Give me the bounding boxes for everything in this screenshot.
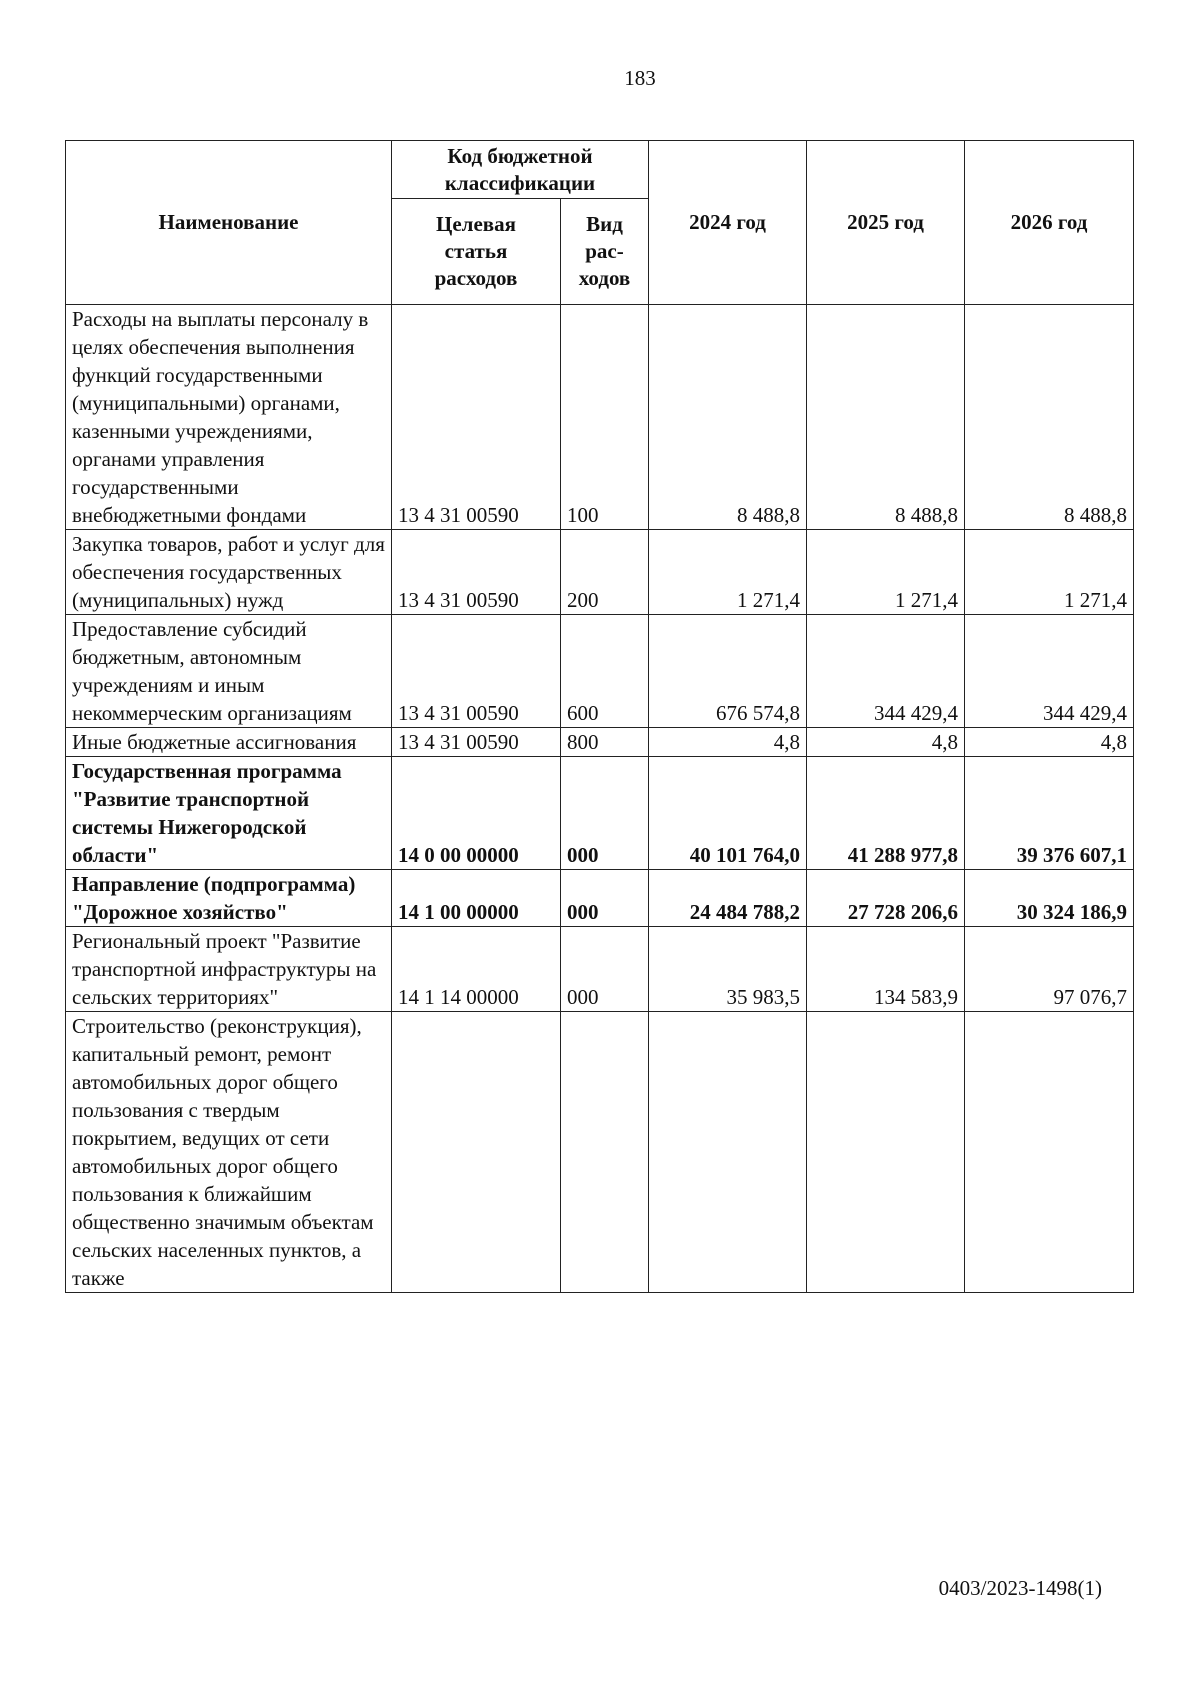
row-code: 13 4 31 00590 [392,728,561,757]
row-2025: 8 488,8 [807,305,965,530]
row-2025: 41 288 977,8 [807,757,965,870]
row-code: 14 1 00 00000 [392,870,561,927]
row-2024: 24 484 788,2 [649,870,807,927]
row-code [392,1012,561,1293]
row-2025: 1 271,4 [807,530,965,615]
row-2024: 35 983,5 [649,927,807,1012]
row-2024: 4,8 [649,728,807,757]
row-2026: 97 076,7 [965,927,1134,1012]
header-name: Наименование [66,141,392,305]
header-2025: 2025 год [807,141,965,305]
row-name: Строительство (реконструкция), капитальный ремонт, ремонт автомобильных дорог общего пользования с твердым покрытием, ведущих от сети автомобильных дорог общего пользования к ближайшим общественно значимым объектам сельских населенных пунктов, а также [66,1012,392,1293]
row-name: Иные бюджетные ассигнования [66,728,392,757]
row-code: 13 4 31 00590 [392,305,561,530]
row-expense-type: 600 [561,615,649,728]
table-row [66,757,1134,870]
row-2025: 134 583,9 [807,927,965,1012]
row-2026 [965,1012,1134,1293]
row-expense-type: 200 [561,530,649,615]
row-2024 [649,1012,807,1293]
row-code: 13 4 31 00590 [392,530,561,615]
row-code: 13 4 31 00590 [392,615,561,728]
table-row [66,728,1134,757]
table-row [66,530,1134,615]
header-expense-type: Вид рас-ходов [561,199,649,305]
row-expense-type: 800 [561,728,649,757]
row-expense-type: 000 [561,757,649,870]
row-name: Расходы на выплаты персоналу в целях обеспечения выполнения функций государственными (муниципальными) органами, казенными учреждениями, органами управления государственными внебюджетными фондами [66,305,392,530]
row-code: 14 1 14 00000 [392,927,561,1012]
row-2025: 27 728 206,6 [807,870,965,927]
row-code: 14 0 00 00000 [392,757,561,870]
row-2024: 676 574,8 [649,615,807,728]
row-name: Закупка товаров, работ и услуг для обеспечения государственных (муниципальных) нужд [66,530,392,615]
row-name: Предоставление субсидий бюджетным, автономным учреждениям и иным некоммерческим организациям [66,615,392,728]
row-2026: 30 324 186,9 [965,870,1134,927]
page-number: 183 [624,66,656,90]
row-2026: 1 271,4 [965,530,1134,615]
table-row [66,615,1134,728]
row-2024: 1 271,4 [649,530,807,615]
table-row [66,870,1134,927]
row-name: Государственная программа "Развитие транспортной системы Нижегородской области" [66,757,392,870]
row-2026: 344 429,4 [965,615,1134,728]
table-row [66,305,1134,530]
header-2024: 2024 год [649,141,807,305]
row-2026: 39 376 607,1 [965,757,1134,870]
row-2024: 8 488,8 [649,305,807,530]
header-code-group: Код бюджетной классификации [392,141,649,199]
header-2026: 2026 год [965,141,1134,305]
row-expense-type: 000 [561,870,649,927]
row-2026: 8 488,8 [965,305,1134,530]
header-target-article: Целевая статья расходов [392,199,561,305]
row-2025: 4,8 [807,728,965,757]
table-row [66,927,1134,1012]
row-expense-type: 100 [561,305,649,530]
document-code: 0403/2023-1498(1) [938,1576,1102,1600]
row-expense-type: 000 [561,927,649,1012]
row-2025 [807,1012,965,1293]
row-name: Региональный проект "Развитие транспортной инфраструктуры на сельских территориях" [66,927,392,1012]
table-row [66,1012,1134,1293]
row-2024: 40 101 764,0 [649,757,807,870]
row-expense-type [561,1012,649,1293]
row-2026: 4,8 [965,728,1134,757]
budget-table [65,140,1134,1293]
row-name: Направление (подпрограмма) "Дорожное хозяйство" [66,870,392,927]
row-2025: 344 429,4 [807,615,965,728]
